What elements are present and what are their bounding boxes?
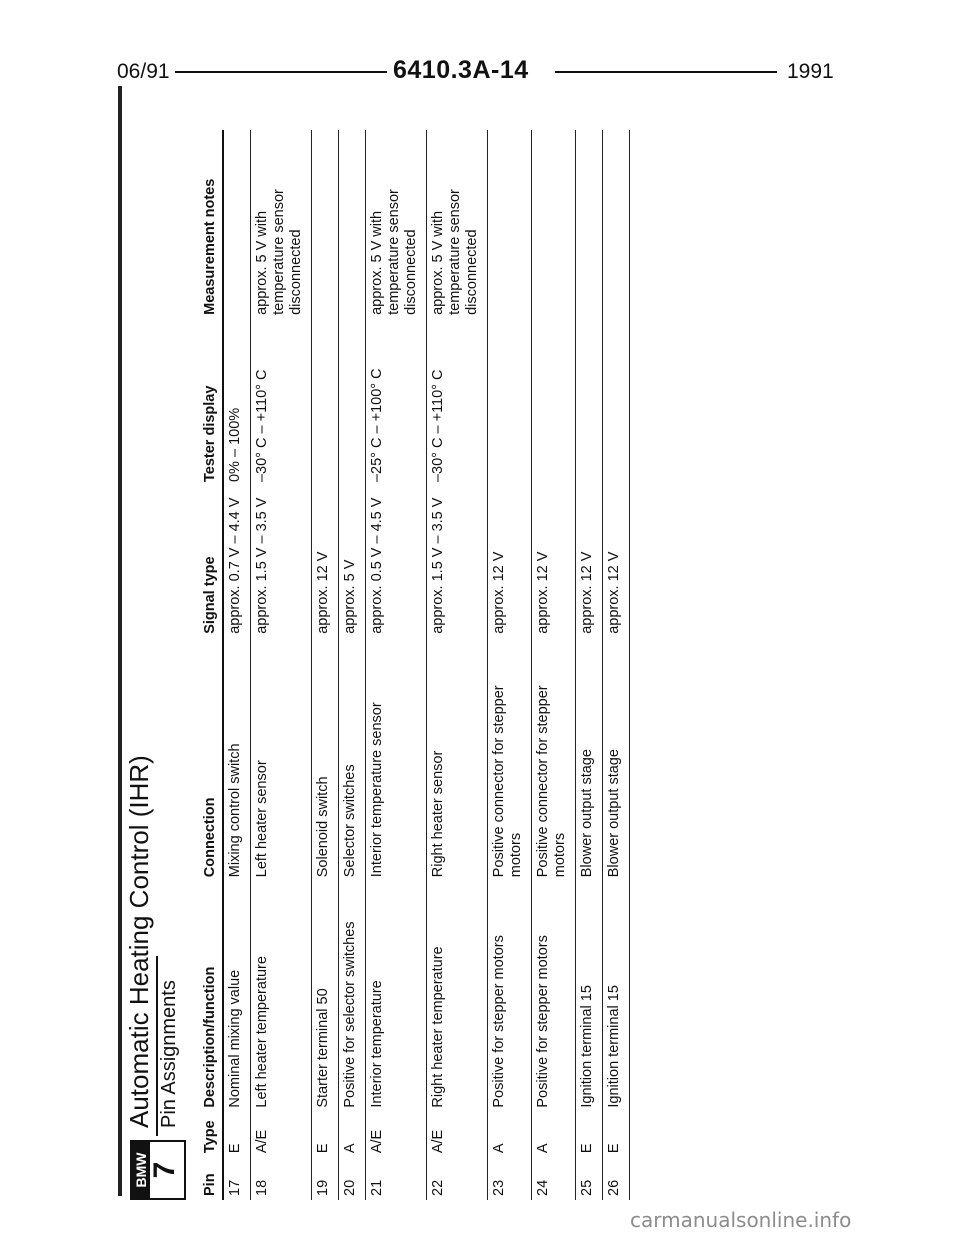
cell-desc: Interior temperature xyxy=(366,881,427,1111)
table-row xyxy=(603,130,630,1200)
cell-desc: Right heater temperature xyxy=(427,881,488,1111)
table-header-row xyxy=(200,130,223,1200)
header-year: 1991 xyxy=(787,60,834,83)
rotated-content xyxy=(124,100,622,1200)
cell-notes xyxy=(339,130,366,319)
cell-pin: 17 xyxy=(223,1157,251,1200)
cell-signal: approx. 0.5 V – 4.5 V xyxy=(366,486,427,638)
table-row xyxy=(251,130,312,1200)
table-row xyxy=(223,130,251,1200)
header-rule-right xyxy=(555,71,777,73)
table-row xyxy=(312,130,339,1200)
cell-notes xyxy=(603,130,630,319)
header-page-code: 6410.3A-14 xyxy=(393,56,529,84)
cell-tester xyxy=(488,319,532,486)
cell-notes: approx. 5 V with temperature sensor disconnected xyxy=(251,130,312,319)
cell-conn: Positive connector for stepper motors xyxy=(488,638,532,881)
cell-conn: Blower output stage xyxy=(603,638,630,881)
cell-notes xyxy=(312,130,339,319)
cell-pin: 25 xyxy=(576,1157,603,1200)
cell-pin: 23 xyxy=(488,1157,532,1200)
cell-notes xyxy=(532,130,576,319)
table-row xyxy=(576,130,603,1200)
cell-type: E xyxy=(603,1112,630,1158)
watermark: carmanualsonline.info xyxy=(630,1208,852,1232)
cell-signal: approx. 12 V xyxy=(576,486,603,638)
cell-signal: approx. 12 V xyxy=(603,486,630,638)
cell-notes: approx. 5 V with temperature sensor disconnected xyxy=(427,130,488,319)
brand-box xyxy=(130,1140,186,1200)
cell-pin: 20 xyxy=(339,1157,366,1200)
cell-desc: Ignition terminal 15 xyxy=(576,881,603,1111)
brand-make: BMW xyxy=(132,1142,150,1198)
brand-logo xyxy=(130,1140,184,1200)
column-header: Description/function xyxy=(200,881,223,1111)
cell-desc: Nominal mixing value xyxy=(223,881,251,1111)
cell-type: E xyxy=(312,1112,339,1158)
table-row xyxy=(339,130,366,1200)
cell-type: A xyxy=(339,1112,366,1158)
cell-signal: approx. 5 V xyxy=(339,486,366,638)
cell-tester xyxy=(339,319,366,486)
table-row xyxy=(427,130,488,1200)
cell-pin: 26 xyxy=(603,1157,630,1200)
document-subtitle: Pin Assignments xyxy=(158,980,180,1128)
cell-conn: Right heater sensor xyxy=(427,638,488,881)
column-header: Measurement notes xyxy=(200,130,223,319)
cell-desc: Left heater temperature xyxy=(251,881,312,1111)
cell-notes xyxy=(223,130,251,319)
header-date: 06/91 xyxy=(117,60,170,83)
document-title: Automatic Heating Control (IHR) xyxy=(124,755,154,1128)
margin-rule xyxy=(118,86,122,1196)
column-header: Pin xyxy=(200,1157,223,1200)
cell-tester: –30° C – +110° C xyxy=(251,319,312,486)
cell-tester: –25° C – +100° C xyxy=(366,319,427,486)
cell-tester: 0% – 100% xyxy=(223,319,251,486)
cell-tester xyxy=(576,319,603,486)
cell-tester xyxy=(312,319,339,486)
brand-series: 7 xyxy=(148,1161,181,1179)
cell-pin: 22 xyxy=(427,1157,488,1200)
cell-conn: Interior temperature sensor xyxy=(366,638,427,881)
cell-tester xyxy=(532,319,576,486)
cell-conn: Mixing control switch xyxy=(223,638,251,881)
column-header: Signal type xyxy=(200,486,223,638)
cell-tester: –30° C – +110° C xyxy=(427,319,488,486)
cell-type: A xyxy=(532,1112,576,1158)
cell-tester xyxy=(603,319,630,486)
page-header xyxy=(0,56,960,86)
cell-signal: approx. 1.5 V – 3.5 V xyxy=(251,486,312,638)
cell-desc: Positive for stepper motors xyxy=(488,881,532,1111)
cell-desc: Positive for stepper motors xyxy=(532,881,576,1111)
cell-conn: Left heater sensor xyxy=(251,638,312,881)
table-row xyxy=(366,130,427,1200)
cell-pin: 19 xyxy=(312,1157,339,1200)
cell-type: A/E xyxy=(427,1112,488,1158)
pin-assignment-table xyxy=(200,130,630,1200)
table-row xyxy=(488,130,532,1200)
cell-type: E xyxy=(223,1112,251,1158)
cell-pin: 24 xyxy=(532,1157,576,1200)
cell-notes xyxy=(488,130,532,319)
cell-desc: Starter terminal 50 xyxy=(312,881,339,1111)
cell-signal: approx. 0.7 V – 4.4 V xyxy=(223,486,251,638)
cell-type: A/E xyxy=(251,1112,312,1158)
cell-pin: 18 xyxy=(251,1157,312,1200)
cell-conn: Solenoid switch xyxy=(312,638,339,881)
cell-conn: Blower output stage xyxy=(576,638,603,881)
column-header: Type xyxy=(200,1112,223,1158)
header-rule-left xyxy=(175,71,387,73)
cell-signal: approx. 12 V xyxy=(532,486,576,638)
cell-conn: Selector switches xyxy=(339,638,366,881)
cell-pin: 21 xyxy=(366,1157,427,1200)
cell-signal: approx. 1.5 V – 3.5 V xyxy=(427,486,488,638)
column-header: Tester display xyxy=(200,319,223,486)
table-row xyxy=(532,130,576,1200)
cell-desc: Ignition terminal 15 xyxy=(603,881,630,1111)
column-header: Connection xyxy=(200,638,223,881)
cell-type: A xyxy=(488,1112,532,1158)
cell-desc: Positive for selector switches xyxy=(339,881,366,1111)
cell-notes xyxy=(576,130,603,319)
cell-type: E xyxy=(576,1112,603,1158)
cell-signal: approx. 12 V xyxy=(312,486,339,638)
cell-conn: Positive connector for stepper motors xyxy=(532,638,576,881)
cell-notes: approx. 5 V with temperature sensor disconnected xyxy=(366,130,427,319)
cell-type: A/E xyxy=(366,1112,427,1158)
cell-signal: approx. 12 V xyxy=(488,486,532,638)
